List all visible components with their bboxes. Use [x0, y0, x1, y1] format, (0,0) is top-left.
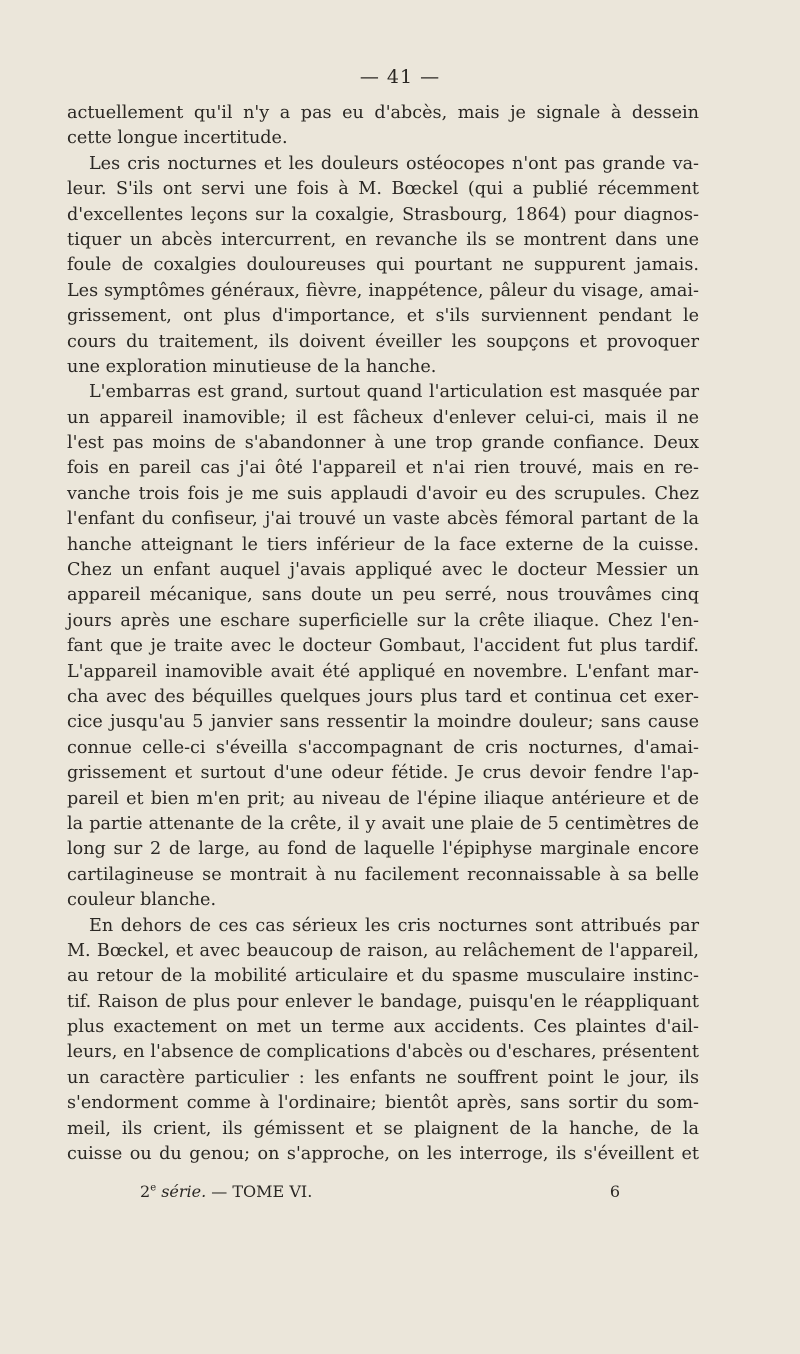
text-line: grissement, ont plus d'importance, et s'ils surviennent pendant le: [67, 306, 699, 327]
text-line: fois en pareil cas j'ai ôté l'appareil et n'ai rien trouvé, mais en re-: [67, 458, 699, 479]
text-line: foule de coxalgies douloureuses qui pourtant ne suppurent jamais.: [67, 255, 699, 276]
series-number: 2: [140, 1182, 151, 1201]
text-line: vanche trois fois je me suis applaudi d'avoir eu des scrupules. Chez: [67, 483, 699, 504]
text-line: Chez un enfant auquel j'avais appliqué avec le docteur Messier un: [67, 560, 699, 581]
text-line: L'appareil inamovible avait été appliqué en novembre. L'enfant mar-: [67, 661, 699, 682]
body-text: [67, 101, 699, 1167]
text-line: un appareil inamovible; il est fâcheux d'enlever celui-ci, mais il ne: [67, 407, 699, 428]
text-line: plus exactement on met un terme aux accidents. Ces plaintes d'ail-: [67, 1017, 699, 1038]
text-line: En dehors de ces cas sérieux les cris nocturnes sont attribués par: [89, 915, 699, 936]
text-line: cuisse ou du genou; on s'approche, on les interroge, ils s'éveillent et: [67, 1144, 699, 1165]
text-line: long sur 2 de large, au fond de laquelle l'épiphyse marginale encore: [67, 839, 699, 860]
text-line: Les cris nocturnes et les douleurs ostéocopes n'ont pas grande va-: [89, 153, 699, 174]
page-number: — 41 —: [359, 66, 441, 88]
text-line: la partie attenante de la crête, il y avait une plaie de 5 centimètres de: [67, 813, 699, 834]
text-line: Les symptômes généraux, fièvre, inappétence, pâleur du visage, amai-: [67, 280, 699, 301]
text-line: L'embarras est grand, surtout quand l'articulation est masquée par: [89, 382, 699, 403]
text-line: l'est pas moins de s'abandonner à une trop grande confiance. Deux: [67, 433, 699, 454]
series-suffix: e: [150, 1182, 157, 1194]
text-line: au retour de la mobilité articulaire et du spasme musculaire instinc-: [67, 966, 699, 987]
text-line: cours du traitement, ils doivent éveiller les soupçons et provoquer: [67, 331, 699, 352]
text-line: couleur blanche.: [67, 890, 217, 911]
series-word: série.: [161, 1182, 207, 1201]
text-line: actuellement qu'il n'y a pas eu d'abcès, mais je signale à dessein: [67, 103, 699, 123]
text-line: s'endorment comme à l'ordinaire; bientôt après, sans sortir du som-: [67, 1093, 699, 1114]
text-line: d'excellentes leçons sur la coxalgie, Strasbourg, 1864) pour diagnos-: [67, 204, 699, 225]
text-line: tiquer un abcès intercurrent, en revanche ils se montrent dans une: [67, 229, 699, 250]
text-line: leur. S'ils ont servi une fois à M. Bœckel (qui a publié récemment: [67, 179, 699, 200]
text-line: M. Bœckel, et avec beaucoup de raison, au relâchement de l'appareil,: [67, 940, 699, 961]
text-line: cette longue incertitude.: [67, 128, 288, 149]
text-line: meil, ils crient, ils gémissent et se plaignent de la hanche, de la: [67, 1118, 699, 1139]
text-line: l'enfant du confiseur, j'ai trouvé un vaste abcès fémoral partant de la: [67, 509, 699, 530]
text-line: pareil et bien m'en prit; au niveau de l'épine iliaque antérieure et de: [67, 788, 699, 809]
text-line: cha avec des béquilles quelques jours plus tard et continua cet exer-: [67, 686, 699, 707]
text-line: cice jusqu'au 5 janvier sans ressentir la moindre douleur; sans cause: [67, 712, 699, 733]
text-line: appareil mécanique, sans doute un peu serré, nous trouvâmes cinq: [67, 585, 699, 606]
series-signature: [140, 1182, 312, 1201]
text-line: grissement et surtout d'une odeur fétide. Je crus devoir fendre l'ap-: [67, 763, 699, 784]
text-line: un caractère particulier : les enfants ne souffrent point le jour, ils: [67, 1067, 699, 1088]
text-line: une exploration minutieuse de la hanche.: [67, 356, 437, 377]
text-line: connue celle-ci s'éveilla s'accompagnant de cris nocturnes, d'amai-: [67, 737, 699, 758]
text-line: fant que je traite avec le docteur Gombaut, l'accident fut plus tardif.: [67, 636, 699, 657]
text-line: hanche atteignant le tiers inférieur de la face externe de la cuisse.: [67, 534, 699, 555]
text-line: tif. Raison de plus pour enlever le bandage, puisqu'en le réappliquant: [67, 991, 699, 1012]
text-line: jours après une eschare superficielle sur la crête iliaque. Chez l'en-: [67, 610, 699, 631]
tome-label: — TOME VI.: [211, 1182, 313, 1201]
sheet-number: 6: [609, 1182, 620, 1201]
text-line: leurs, en l'absence de complications d'abcès ou d'eschares, présentent: [67, 1042, 699, 1063]
text-line: cartilagineuse se montrait à nu facilement reconnaissable à sa belle: [67, 864, 699, 885]
